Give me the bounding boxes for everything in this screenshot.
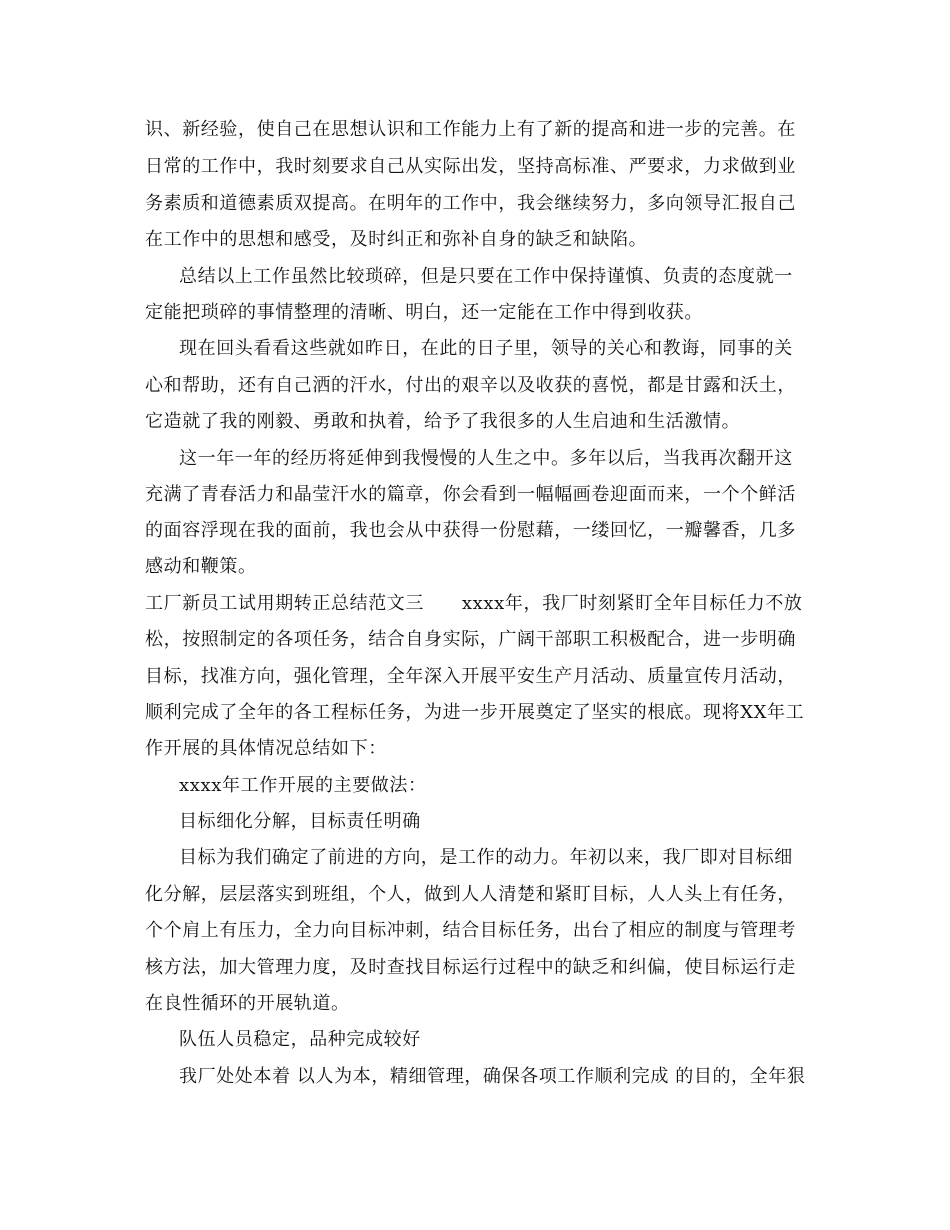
text-line: 我厂处处本着 以人为本，精细管理，确保各项工作顺利完成 的目的，全年狠 xyxy=(179,1066,806,1087)
text-line: 化分解，层层落实到班组，个人，做到人人清楚和紧盯目标，人人头上有任务， xyxy=(145,884,796,905)
text-line: 日常的工作中，我时刻要求自己从实际出发，坚持高标准、严要求，力求做到业 xyxy=(145,156,796,177)
text-line: 现在回头看看这些就如昨日，在此的日子里，领导的关心和教诲，同事的关 xyxy=(179,338,793,359)
text-line: 作开展的具体情况总结如下： xyxy=(145,738,387,759)
text-line: 顺利完成了全年的各工程标任务，为进一步开展奠定了坚实的根底。现将XX年工 xyxy=(145,702,805,723)
text-line: 总结以上工作虽然比较琐碎，但是只要在工作中保持谨慎、负责的态度就一 xyxy=(179,266,793,287)
text-line: 定能把琐碎的事情整理的清晰、明白，还一定能在工作中得到收获。 xyxy=(145,302,703,323)
text-line: 目标，找准方向，强化管理，全年深入开展平安生产月活动、质量宣传月活动， xyxy=(145,666,796,687)
section-heading: 目标细化分解，目标责任明确 xyxy=(179,811,421,832)
text-line: 松，按照制定的各项任务，结合自身实际，广阔干部职工积极配合，进一步明确 xyxy=(145,629,796,650)
text-line: 工厂新员工试用期转正总结范文三 xxxx年，我厂时刻紧盯全年目标任力不放 xyxy=(145,593,803,614)
text-line: 务素质和道德素质双提高。在明年的工作中，我会继续努力，多向领导汇报自己 xyxy=(145,193,796,214)
text-line: 心和帮助，还有自己洒的汗水，付出的艰辛以及收获的喜悦，都是甘露和沃土， xyxy=(145,375,796,396)
text-line: 目标为我们确定了前进的方向，是工作的动力。年初以来，我厂即对目标细 xyxy=(179,847,793,868)
text-line: 感动和鞭策。 xyxy=(145,556,257,577)
text-line: 个个肩上有压力，全力向目标冲刺，结合目标任务，出台了相应的制度与管理考 xyxy=(145,920,796,941)
text-line: 核方法，加大管理力度，及时查找目标运行过程中的缺乏和纠偏，使目标运行走 xyxy=(145,957,796,978)
text-line: xxxx年工作开展的主要做法： xyxy=(179,775,427,796)
text-line: 它造就了我的刚毅、勇敢和执着，给予了我很多的人生启迪和生活激情。 xyxy=(145,411,741,432)
text-line: 在工作中的思想和感受，及时纠正和弥补自身的缺乏和缺陷。 xyxy=(145,229,648,250)
section-heading: 队伍人员稳定，品种完成较好 xyxy=(179,1029,421,1050)
text-line: 这一年一年的经历将延伸到我慢慢的人生之中。多年以后，当我再次翻开这 xyxy=(179,448,793,469)
text-line: 在良性循环的开展轨道。 xyxy=(145,993,350,1014)
text-line: 充满了青春活力和晶莹汗水的篇章，你会看到一幅幅画卷迎面而来，一个个鲜活 xyxy=(145,484,796,505)
text-line: 识、新经验，使自己在思想认识和工作能力上有了新的提高和进一步的完善。在 xyxy=(145,119,796,140)
text-line: 的面容浮现在我的面前，我也会从中获得一份慰藉，一缕回忆，一瓣馨香，几多 xyxy=(145,520,796,541)
